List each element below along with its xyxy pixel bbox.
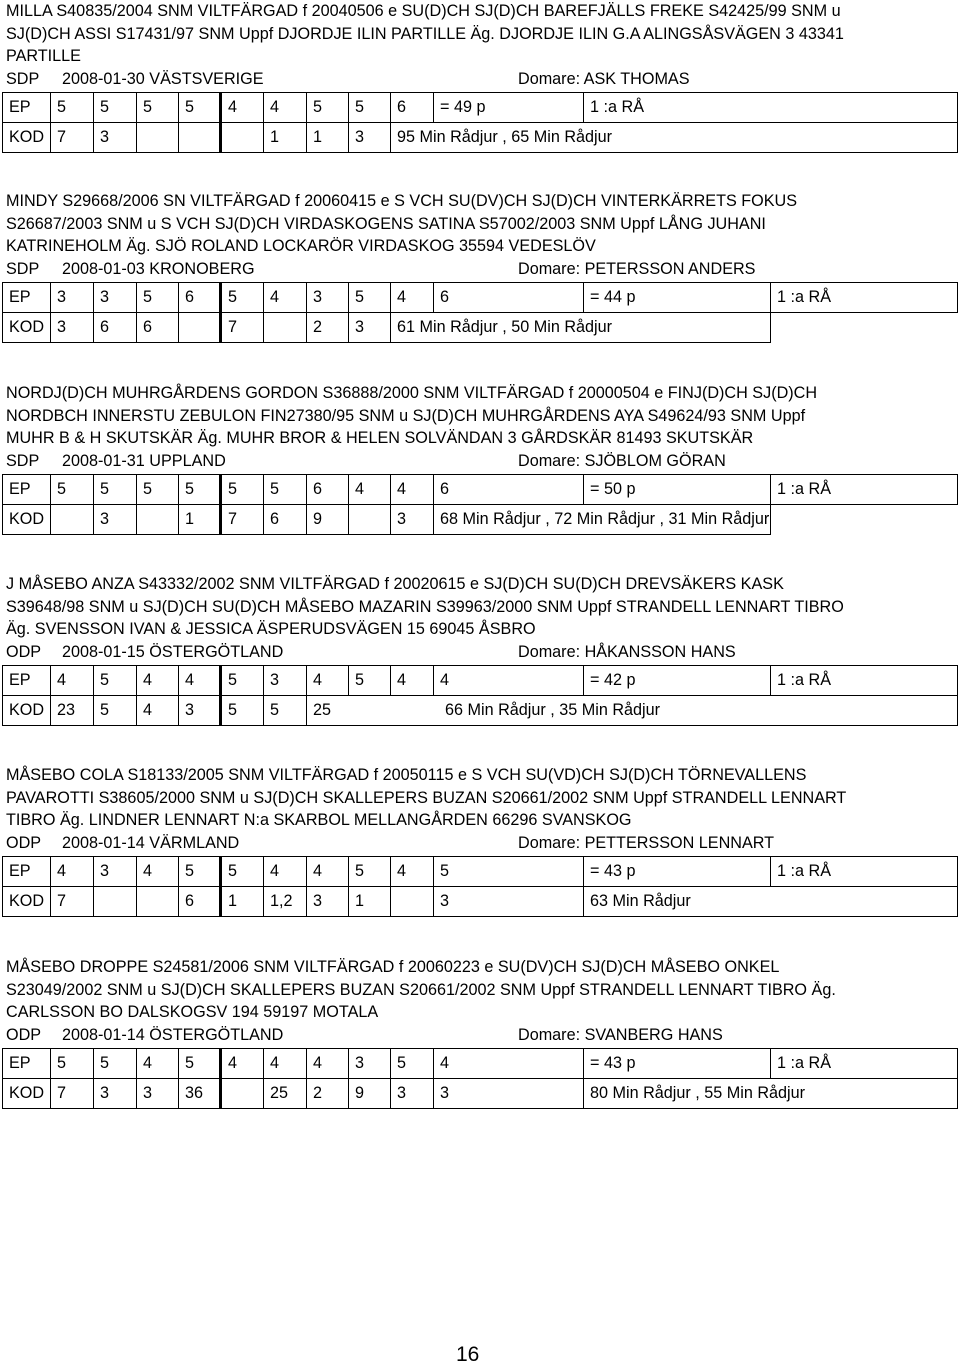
description-line: CARLSSON BO DALSKOGSV 194 59197 MOTALA (6, 1003, 379, 1021)
trial-judge: Domare: HÅKANSSON HANS (518, 642, 736, 661)
trial-date-region: 2008-01-15 ÖSTERGÖTLAND (62, 642, 284, 661)
kod-cell: 6 (264, 504, 307, 534)
points-total: = 49 p (434, 92, 584, 122)
description-line: S26687/2003 SNM u S VCH SJ(D)CH VIRDASKOGENS SATINA S57002/2003 SNM Uppf LÅNG JUHANI (6, 214, 766, 233)
kod-cell (137, 122, 179, 152)
score-cell: 4 (307, 856, 349, 886)
kod-cell: 7 (51, 886, 94, 916)
row-label: EP (3, 474, 51, 504)
points-total: = 42 p (584, 665, 771, 695)
trial-type: SDP (6, 451, 40, 470)
kod-cell: 36 (179, 1078, 221, 1108)
description-line: S23049/2002 SNM u SJ(D)CH SKALLEPERS BUZAN S20661/2002 SNM Uppf STRANDELL LENNART TIBRO Äg. (6, 980, 836, 999)
row-label: EP (3, 665, 51, 695)
score-cell: 5 (94, 474, 137, 504)
kod-cell: 1 (221, 886, 264, 916)
description-line: MÅSEBO COLA S18133/2005 SNM VILTFÄRGAD f 20050115 e S VCH SU(VD)CH SJ(D)CH TÖRNEVALLENS (6, 766, 807, 784)
row-label: EP (3, 1048, 51, 1078)
dog-entry (0, 573, 960, 726)
kod-row (3, 504, 958, 534)
description-line: MÅSEBO DROPPE S24581/2006 SNM VILTFÄRGAD f 20060223 e SU(DV)CH SJ(D)CH MÅSEBO ONKEL (6, 958, 780, 976)
kod-cell (51, 504, 94, 534)
score-table (2, 1048, 958, 1109)
prize: 1 :a RÅ (584, 92, 958, 122)
ep-row (3, 665, 958, 695)
ep-row (3, 856, 958, 886)
kod-cell: 25 (313, 700, 332, 719)
kod-cell (221, 1078, 264, 1108)
score-cell: 3 (307, 282, 349, 312)
score-cell: 5 (221, 282, 264, 312)
description-line: J MÅSEBO ANZA S43332/2002 SNM VILTFÄRGAD f 20020615 e SJ(D)CH SU(D)CH DREVSÄKERS KASK (6, 575, 784, 593)
description-line: SJ(D)CH ASSI S17431/97 SNM Uppf DJORDJE ILIN PARTILLE Äg. DJORDJE ILIN G.A ALINGSÅSVÄGEN 3 43341 (6, 24, 844, 43)
description-line: NORDBCH INNERSTU ZEBULON FIN27380/95 SNM u SJ(D)CH MUHRGÅRDENS AYA S49624/93 SNM Uppf (6, 406, 806, 425)
score-cell: 4 (391, 282, 434, 312)
kod-cell: 23 (51, 695, 94, 725)
kod-row (3, 695, 958, 725)
score-cell: 6 (434, 474, 584, 504)
kod-cell: 9 (349, 1078, 391, 1108)
kod-cell: 7 (51, 1078, 94, 1108)
kod-cell: 3 (307, 886, 349, 916)
kod-cell: 2 (307, 1078, 349, 1108)
prize: 1 :a RÅ (771, 856, 958, 886)
row-label: KOD (3, 122, 51, 152)
score-cell: 4 (264, 1048, 307, 1078)
kod-cell: 5 (264, 695, 307, 725)
score-table (2, 282, 958, 343)
row-label: KOD (3, 504, 51, 534)
entry-description (6, 573, 960, 641)
score-cell: 6 (307, 474, 349, 504)
kod-cell: 7 (51, 122, 94, 152)
score-cell: 4 (179, 665, 221, 695)
kod-cell: 4 (137, 695, 179, 725)
prize: 1 :a RÅ (771, 282, 958, 312)
kod-cell: 5 (94, 695, 137, 725)
entry-description (6, 956, 960, 1024)
row-label: KOD (3, 312, 51, 342)
description-line: MILLA S40835/2004 SNM VILTFÄRGAD f 20040506 e SU(D)CH SJ(D)CH BAREFJÄLLS FREKE S42425/99 SNM u (6, 2, 841, 20)
score-cell: 5 (179, 474, 221, 504)
score-cell: 5 (264, 474, 307, 504)
kod-cell: 1 (307, 122, 349, 152)
score-cell: 4 (137, 665, 179, 695)
kod-cell: 25 (264, 1078, 307, 1108)
score-cell: 5 (179, 92, 221, 122)
kod-row (3, 312, 958, 342)
kod-cell (179, 312, 221, 342)
prize: 1 :a RÅ (771, 1048, 958, 1078)
score-cell: 4 (51, 665, 94, 695)
trial-meta (6, 68, 960, 91)
row-label: KOD (3, 886, 51, 916)
kod-cell: 7 (221, 504, 264, 534)
score-cell: 4 (264, 856, 307, 886)
trial-type: ODP (6, 642, 42, 661)
kod-cell (349, 504, 391, 534)
kod-cell: 6 (137, 312, 179, 342)
row-label: KOD (3, 695, 51, 725)
kod-summary (307, 695, 958, 725)
description-line: PARTILLE (6, 47, 81, 65)
kod-cell: 1 (349, 886, 391, 916)
trial-date-region: 2008-01-30 VÄSTSVERIGE (62, 69, 264, 88)
kod-cell (221, 122, 264, 152)
score-cell: 6 (434, 282, 584, 312)
kod-cell: 1 (179, 504, 221, 534)
kod-cell: 3 (94, 122, 137, 152)
description-line: TIBRO Äg. LINDNER LENNART N:a SKARBOL MELLANGÅRDEN 66296 SVANSKOG (6, 811, 632, 829)
score-cell: 5 (51, 474, 94, 504)
score-cell: 5 (391, 1048, 434, 1078)
score-cell: 3 (264, 665, 307, 695)
score-cell: 4 (391, 665, 434, 695)
score-table (2, 92, 958, 153)
trial-type: ODP (6, 833, 42, 852)
score-cell: 3 (94, 282, 137, 312)
page-number: 16 (456, 1343, 480, 1366)
trial-meta (6, 832, 960, 855)
dog-entry (0, 956, 960, 1109)
trial-type: SDP (6, 69, 40, 88)
description-line: MINDY S29668/2006 SN VILTFÄRGAD f 20060415 e S VCH SU(DV)CH SJ(D)CH VINTERKÄRRETS FOKUS (6, 192, 798, 210)
score-table (2, 856, 958, 917)
points-total: = 43 p (584, 856, 771, 886)
kod-cell: 9 (307, 504, 349, 534)
score-cell: 4 (137, 1048, 179, 1078)
kod-cell (264, 312, 307, 342)
kod-cell: 5 (221, 695, 264, 725)
score-cell: 5 (221, 665, 264, 695)
prize: 1 :a RÅ (771, 665, 958, 695)
kod-cell (137, 886, 179, 916)
score-cell: 4 (391, 856, 434, 886)
score-cell: 4 (51, 856, 94, 886)
kod-cell: 3 (94, 504, 137, 534)
score-cell: 3 (94, 856, 137, 886)
score-cell: 5 (94, 1048, 137, 1078)
kod-cell: 6 (179, 886, 221, 916)
score-cell: 4 (264, 92, 307, 122)
score-cell: 5 (137, 474, 179, 504)
kod-cell: 3 (51, 312, 94, 342)
trial-judge: Domare: SVANBERG HANS (518, 1025, 723, 1044)
score-cell: 5 (137, 282, 179, 312)
kod-cell: 3 (137, 1078, 179, 1108)
prize: 1 :a RÅ (771, 474, 958, 504)
score-cell: 4 (391, 474, 434, 504)
trial-date-region: 2008-01-14 VÄRMLAND (62, 833, 240, 852)
trial-meta (6, 641, 960, 664)
trial-meta (6, 1024, 960, 1047)
ep-row (3, 474, 958, 504)
description-line: NORDJ(D)CH MUHRGÅRDENS GORDON S36888/2000 SNM VILTFÄRGAD f 20000504 e FINJ(D)CH SJ(D)CH (6, 384, 818, 402)
score-cell: 5 (349, 665, 391, 695)
score-cell: 5 (179, 1048, 221, 1078)
row-label: EP (3, 856, 51, 886)
kod-cell: 3 (94, 1078, 137, 1108)
kod-row (3, 122, 958, 152)
score-cell: 4 (137, 856, 179, 886)
kod-cell (179, 122, 221, 152)
description-line: Äg. SVENSSON IVAN & JESSICA ÄSPERUDSVÄGEN 15 69045 ÅSBRO (6, 620, 536, 638)
trial-type: ODP (6, 1025, 42, 1044)
kod-cell: 2 (307, 312, 349, 342)
kod-summary: 80 Min Rådjur , 55 Min Rådjur (584, 1078, 958, 1108)
score-cell: 4 (221, 1048, 264, 1078)
score-cell: 5 (349, 856, 391, 886)
trial-judge: Domare: ASK THOMAS (518, 69, 690, 88)
score-cell: 4 (264, 282, 307, 312)
trial-type: SDP (6, 259, 40, 278)
dog-entry (0, 764, 960, 917)
score-cell: 5 (349, 92, 391, 122)
score-table (2, 665, 958, 726)
score-cell: 5 (434, 856, 584, 886)
kod-cell: 3 (391, 504, 434, 534)
kod-cell: 3 (349, 122, 391, 152)
kod-cell (137, 504, 179, 534)
trial-date-region: 2008-01-03 KRONOBERG (62, 259, 255, 278)
trial-date-region: 2008-01-14 ÖSTERGÖTLAND (62, 1025, 284, 1044)
row-label: EP (3, 92, 51, 122)
entry-description (6, 190, 960, 258)
score-cell: 4 (307, 665, 349, 695)
trial-judge: Domare: PETTERSSON LENNART (518, 833, 775, 852)
description-line: PAVAROTTI S38605/2000 SNM u SJ(D)CH SKALLEPERS BUZAN S20661/2002 SNM Uppf STRANDELL LENNART (6, 788, 847, 807)
entry-description (6, 382, 960, 450)
kod-cell (391, 886, 434, 916)
score-cell: 5 (51, 1048, 94, 1078)
score-cell: 4 (434, 1048, 584, 1078)
kod-summary: 68 Min Rådjur , 72 Min Rådjur , 31 Min Rådjur (434, 504, 771, 534)
score-cell: 5 (221, 856, 264, 886)
score-cell: 3 (51, 282, 94, 312)
row-label: EP (3, 282, 51, 312)
kod-cell: 6 (94, 312, 137, 342)
entry-description (6, 0, 960, 68)
score-cell: 5 (137, 92, 179, 122)
points-total: = 44 p (584, 282, 771, 312)
trial-date-region: 2008-01-31 UPPLAND (62, 451, 226, 470)
score-table (2, 474, 958, 535)
description-line: MUHR B & H SKUTSKÄR Äg. MUHR BROR & HELEN SOLVÄNDAN 3 GÅRDSKÄR 81493 SKUTSKÄR (6, 429, 754, 447)
ep-row (3, 1048, 958, 1078)
kod-cell: 1,2 (264, 886, 307, 916)
dog-entry (0, 190, 960, 343)
trial-meta (6, 258, 960, 281)
dog-entry (0, 382, 960, 535)
kod-row (3, 886, 958, 916)
score-cell: 4 (307, 1048, 349, 1078)
score-cell: 5 (94, 665, 137, 695)
score-cell: 5 (51, 92, 94, 122)
kod-summary: 61 Min Rådjur , 50 Min Rådjur (391, 312, 771, 342)
score-cell: 6 (179, 282, 221, 312)
kod-cell: 3 (349, 312, 391, 342)
description-line: KATRINEHOLM Äg. SJÖ ROLAND LOCKARÖR VIRDASKOG 35594 VEDESLÖV (6, 237, 596, 255)
entry-description (6, 764, 960, 832)
kod-cell: 3 (391, 1078, 434, 1108)
trial-judge: Domare: SJÖBLOM GÖRAN (518, 451, 726, 470)
kod-cell: 3 (179, 695, 221, 725)
ep-row (3, 92, 958, 122)
score-cell: 4 (221, 92, 264, 122)
kod-cell: 1 (264, 122, 307, 152)
kod-cell: 3 (434, 1078, 584, 1108)
score-cell: 5 (307, 92, 349, 122)
kod-cell: 3 (434, 886, 584, 916)
score-cell: 3 (349, 1048, 391, 1078)
dog-entry (0, 0, 960, 153)
trial-judge: Domare: PETERSSON ANDERS (518, 259, 756, 278)
score-cell: 5 (221, 474, 264, 504)
kod-summary: 95 Min Rådjur , 65 Min Rådjur (391, 122, 958, 152)
score-cell: 6 (391, 92, 434, 122)
points-total: = 43 p (584, 1048, 771, 1078)
kod-cell: 7 (221, 312, 264, 342)
description-line: S39648/98 SNM u SJ(D)CH SU(D)CH MÅSEBO MAZARIN S39963/2000 SNM Uppf STRANDELL LENNART TIBRO (6, 597, 844, 616)
ep-row (3, 282, 958, 312)
score-cell: 4 (349, 474, 391, 504)
kod-cell (94, 886, 137, 916)
trial-meta (6, 450, 960, 473)
score-cell: 5 (94, 92, 137, 122)
kod-summary-text: 66 Min Rådjur , 35 Min Rådjur (445, 700, 661, 719)
points-total: = 50 p (584, 474, 771, 504)
kod-row (3, 1078, 958, 1108)
score-cell: 5 (349, 282, 391, 312)
score-cell: 5 (179, 856, 221, 886)
row-label: KOD (3, 1078, 51, 1108)
score-cell: 4 (434, 665, 584, 695)
kod-summary: 63 Min Rådjur (584, 886, 958, 916)
